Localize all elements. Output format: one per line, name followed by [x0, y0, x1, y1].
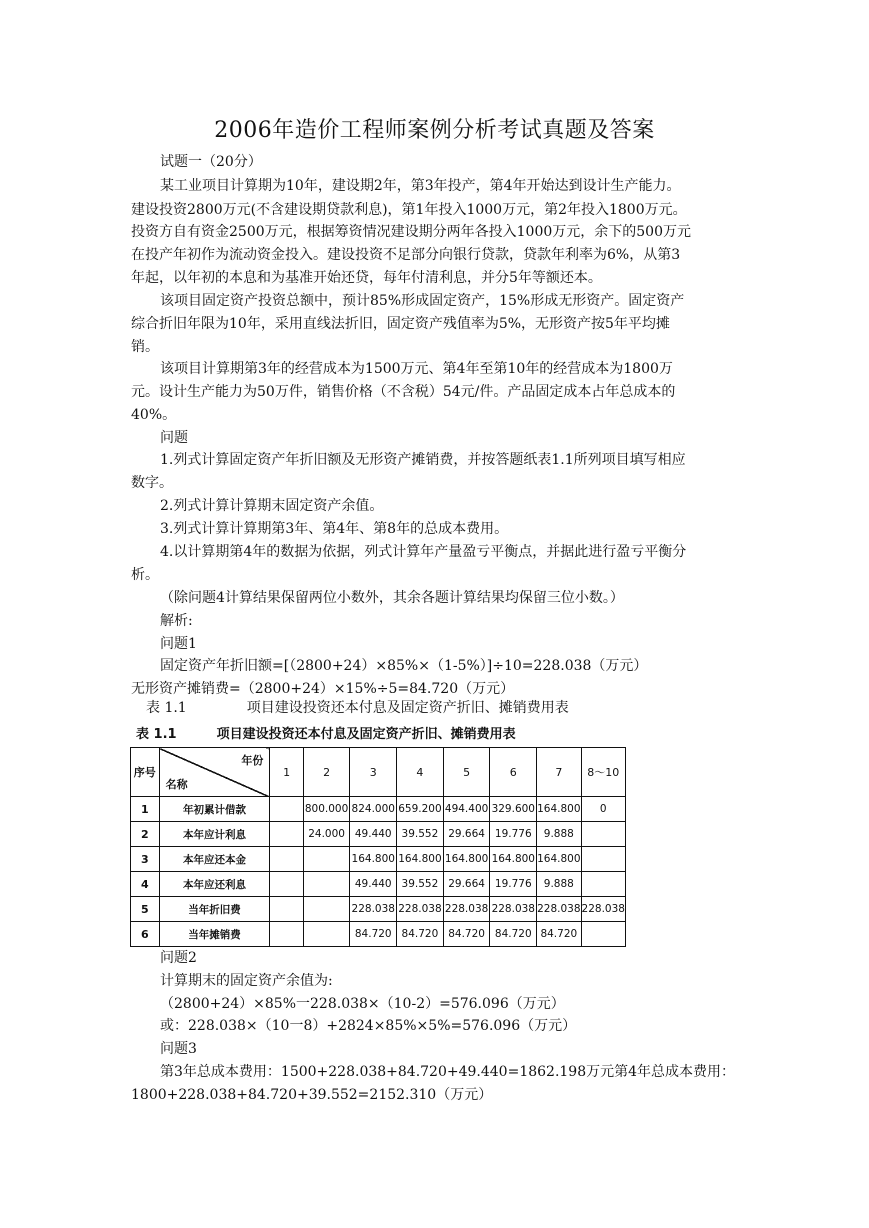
header-year: 5: [443, 748, 490, 797]
table-cell: 84.720: [350, 922, 397, 947]
table-cell: 164.800: [490, 847, 537, 872]
row-name: 本年应计利息: [159, 822, 270, 847]
row-index: 6: [131, 922, 160, 947]
row-index: 4: [131, 872, 160, 897]
data-table: [130, 747, 626, 947]
formula-line: 第3年总成本费用：1500+228.038+84.720+49.440=1862.198万元第4年总成本费用：: [160, 1064, 736, 1080]
table-caption-label: 表 1.1: [146, 700, 187, 716]
paragraph-line: 建设投资2800万元(不含建设期贷款利息)，第1年投入1000万元，第2年投入1800万元。: [131, 202, 687, 218]
table-cell: 164.800: [537, 797, 581, 822]
table-cell: [303, 922, 350, 947]
table-header-row: [131, 748, 626, 797]
formula-line: 1800+228.038+84.720+39.552=2152.310（万元）: [131, 1087, 493, 1103]
row-index: 3: [131, 847, 160, 872]
header-year: 2: [303, 748, 350, 797]
question-item: 3.列式计算计算期第3年、第4年、第8年的总成本费用。: [160, 521, 509, 537]
table-cell: 824.000: [350, 797, 397, 822]
question-heading: 问题: [160, 430, 188, 446]
question-item: 析。: [131, 567, 159, 583]
table-cell: [303, 872, 350, 897]
table-cell: 9.888: [537, 872, 581, 897]
header-diagonal: [159, 748, 270, 797]
table-image: [130, 723, 626, 945]
table-row: [131, 922, 626, 947]
page-title: 2006年造价工程师案例分析考试真题及答案: [214, 118, 655, 143]
table-cell: 329.600: [490, 797, 537, 822]
formula-line: 无形资产摊销费=（2800+24）×15%÷5=84.720（万元）: [131, 681, 515, 697]
paragraph-line: 销。: [131, 339, 159, 355]
table-cell: 228.038: [490, 897, 537, 922]
table-cell: 228.038: [397, 897, 444, 922]
table-cell: 29.664: [443, 822, 490, 847]
table-body: [131, 797, 626, 947]
header-year: 1: [270, 748, 303, 797]
table-cell: 228.038: [581, 897, 625, 922]
question-item: 1.列式计算固定资产年折旧额及无形资产摊销费，并按答题纸表1.1所列项目填写相应: [160, 452, 686, 468]
table-cell: [581, 872, 625, 897]
paragraph-line: 40%。: [131, 407, 177, 423]
paragraph-line: 元。设计生产能力为50万件，销售价格（不含税）54元/件。产品固定成本占年总成本的: [131, 384, 676, 400]
table-cell: 228.038: [537, 897, 581, 922]
table-cell: 49.440: [350, 822, 397, 847]
header-year: 6: [490, 748, 537, 797]
section-heading: 试题一（20分）: [160, 154, 262, 170]
table-cell: [270, 922, 303, 947]
table-cell: 164.800: [537, 847, 581, 872]
table-cell: 24.000: [303, 822, 350, 847]
header-year: 4: [397, 748, 444, 797]
paragraph-line: 年起，以年初的本息和为基准开始还贷，每年付清利息，并分5年等额还本。: [131, 270, 602, 286]
table-cell: 800.000: [303, 797, 350, 822]
header-name-label: 名称: [165, 778, 188, 791]
table-cell: 19.776: [490, 872, 537, 897]
header-year: 3: [350, 748, 397, 797]
table-cell: 164.800: [443, 847, 490, 872]
row-name: 本年应还本金: [159, 847, 270, 872]
table-row: [131, 872, 626, 897]
table-cell: 164.800: [397, 847, 444, 872]
table-inner-caption: [136, 723, 516, 742]
paragraph-line: 该项目计算期第3年的经营成本为1500万元、第4年至第10年的经营成本为1800万: [160, 361, 673, 377]
formula-line: 或：228.038×（10一8）+2824×85%×5%=576.096（万元）: [160, 1018, 577, 1034]
table-cell: 0: [581, 797, 625, 822]
formula-line: （2800+24）×85%一228.038×（10-2）=576.096（万元）: [160, 996, 565, 1012]
table-cell: 9.888: [537, 822, 581, 847]
row-name: 年初累计借款: [159, 797, 270, 822]
table-cell: [303, 847, 350, 872]
table-cell: [581, 847, 625, 872]
table-cell: 659.200: [397, 797, 444, 822]
header-year: 7: [537, 748, 581, 797]
answer-heading: 问题3: [160, 1041, 197, 1057]
table-inner-caption-text: 项目建设投资还本付息及固定资产折旧、摊销费用表: [216, 727, 516, 742]
analysis-heading: 解析:: [160, 613, 193, 629]
table-cell: [270, 872, 303, 897]
table-row: [131, 847, 626, 872]
header-year: 8～10: [581, 748, 625, 797]
paragraph-line: 该项目固定资产投资总额中，预计85%形成固定资产，15%形成无形资产。固定资产: [160, 293, 685, 309]
table-cell: [270, 847, 303, 872]
table-cell: 84.720: [490, 922, 537, 947]
table-cell: 39.552: [397, 872, 444, 897]
row-name: 当年摊销费: [159, 922, 270, 947]
paragraph-line: 在投产年初作为流动资金投入。建设投资不足部分向银行贷款，贷款年利率为6%，从第3: [131, 247, 681, 263]
table-cell: 84.720: [537, 922, 581, 947]
table-cell: [303, 897, 350, 922]
table-cell: 39.552: [397, 822, 444, 847]
table-cell: 29.664: [443, 872, 490, 897]
table-cell: 84.720: [443, 922, 490, 947]
table-cell: 494.400: [443, 797, 490, 822]
row-index: 2: [131, 822, 160, 847]
table-cell: 228.038: [350, 897, 397, 922]
answer-heading: 问题1: [160, 636, 197, 652]
table-cell: 164.800: [350, 847, 397, 872]
paragraph-line: 投资方自有资金2500万元，根据筹资情况建设期分两年各投入1000万元，余下的500万元: [131, 224, 691, 240]
table-row: [131, 797, 626, 822]
question-item: 4.以计算期第4年的数据为依据，列式计算年产量盈亏平衡点，并据此进行盈亏平衡分: [160, 544, 687, 560]
table-cell: [581, 822, 625, 847]
row-index: 5: [131, 897, 160, 922]
question-item: 数字。: [131, 475, 173, 491]
table-cell: 228.038: [443, 897, 490, 922]
table-cell: 84.720: [397, 922, 444, 947]
header-index: 序号: [131, 748, 160, 797]
table-cell: 19.776: [490, 822, 537, 847]
row-index: 1: [131, 797, 160, 822]
answer-heading: 问题2: [160, 950, 197, 966]
table-cell: 49.440: [350, 872, 397, 897]
paragraph-line: 综合折旧年限为10年，采用直线法折旧，固定资产残值率为5%，无形资产按5年平均摊: [131, 316, 670, 332]
table-cell: [270, 797, 303, 822]
answer-line: 计算期末的固定资产余值为:: [160, 973, 333, 989]
formula-line: 固定资产年折旧额=[（2800+24）×85%×（1-5%）]÷10=228.038（万元）: [160, 658, 648, 674]
row-name: 当年折旧费: [159, 897, 270, 922]
table-cell: [581, 922, 625, 947]
table-caption: [146, 697, 569, 717]
table-cell: [270, 822, 303, 847]
table-row: [131, 822, 626, 847]
row-name: 本年应还利息: [159, 872, 270, 897]
table-row: [131, 897, 626, 922]
table-caption-text: 项目建设投资还本付息及固定资产折旧、摊销费用表: [246, 700, 569, 716]
header-year-label: 年份: [241, 754, 264, 767]
note-line: （除问题4计算结果保留两位小数外，其余各题计算结果均保留三位小数。）: [160, 590, 624, 606]
paragraph-line: 某工业项目计算期为10年，建设期2年，第3年投产，第4年开始达到设计生产能力。: [160, 178, 681, 194]
table-inner-caption-label: 表 1.1: [136, 727, 177, 742]
table-cell: [270, 897, 303, 922]
question-item: 2.列式计算计算期末固定资产余值。: [160, 498, 384, 514]
